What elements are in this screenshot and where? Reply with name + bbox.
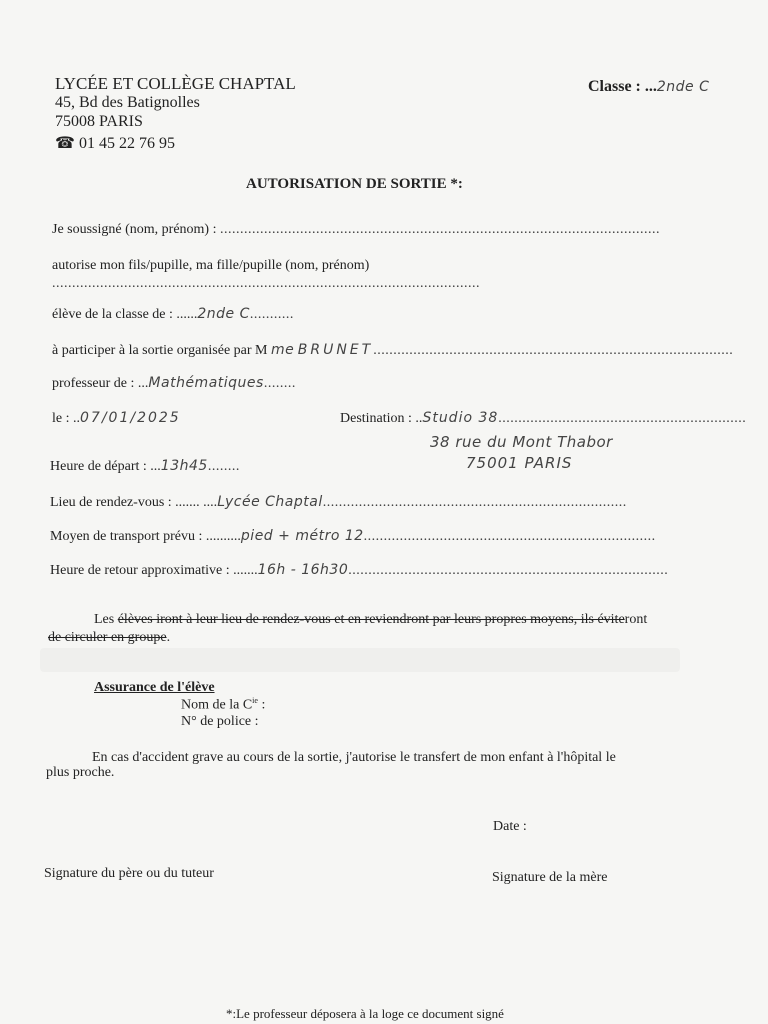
field-soussigne bbox=[52, 222, 660, 238]
footnote: *:Le professeur déposera à la loge ce document signé bbox=[226, 1006, 504, 1021]
professeur-dots: ........ bbox=[263, 376, 296, 391]
destination-address-line2: 75001 PARIS bbox=[466, 454, 573, 472]
signature-father-label: Signature du père ou du tuteur bbox=[44, 866, 214, 881]
notice-struck-text: élèves iront à leur lieu de rendez-vous et en reviendront par leurs propres moyens, ils évite bbox=[117, 612, 625, 627]
professeur-label: professeur de : ... bbox=[52, 376, 149, 391]
transport-value: pied + métro 12 bbox=[240, 528, 364, 544]
school-address-street: 45, Bd des Batignolles bbox=[55, 94, 200, 111]
insurance-company-colon: : bbox=[257, 697, 266, 713]
sortie-mme: me bbox=[270, 342, 295, 358]
notice-prefix: Les bbox=[94, 612, 118, 627]
notice-line-2 bbox=[48, 630, 170, 646]
depart-dots: ........ bbox=[207, 459, 240, 474]
classe-dots: ........... bbox=[249, 307, 294, 322]
scan-smudge bbox=[40, 648, 680, 672]
classe-value: 2nde C bbox=[197, 306, 250, 322]
destination-address-line1: 38 rue du Mont Thabor bbox=[430, 433, 613, 451]
notice-struck-text-2: de circuler en groupe bbox=[48, 630, 167, 645]
sortie-label: à participer à la sortie organisée par M bbox=[52, 343, 268, 358]
autorise-blank: ........................................................................................................... bbox=[52, 276, 480, 291]
depart-label: Heure de départ : ... bbox=[50, 459, 161, 474]
class-field bbox=[588, 78, 709, 96]
insurance-policy-label: N° de police : bbox=[181, 714, 259, 729]
notice-suffix: ront bbox=[624, 612, 648, 627]
accident-line-2: plus proche. bbox=[46, 765, 115, 780]
date-label: Date : bbox=[493, 819, 527, 834]
school-name: LYCÉE ET COLLÈGE CHAPTAL bbox=[55, 74, 296, 93]
field-autorise-label: autorise mon fils/pupille, ma fille/pupille (nom, prénom) bbox=[52, 258, 370, 273]
rdv-value: Lycée Chaptal bbox=[217, 494, 323, 510]
le-label: le : .. bbox=[52, 411, 80, 426]
field-destination bbox=[340, 410, 746, 427]
field-professeur bbox=[52, 375, 296, 392]
field-le bbox=[52, 410, 181, 427]
notice-period: . bbox=[166, 630, 171, 645]
insurance-company-field bbox=[181, 696, 265, 714]
retour-label: Heure de retour approximative : ....... bbox=[50, 563, 258, 578]
classe-label: élève de la classe de : ...... bbox=[52, 307, 198, 322]
notice-line-1 bbox=[94, 612, 647, 628]
field-depart bbox=[50, 458, 240, 475]
depart-value: 13h45 bbox=[160, 458, 208, 474]
signature-mother-label: Signature de la mère bbox=[492, 870, 608, 885]
field-sortie bbox=[52, 342, 733, 359]
insurance-company-sup: ie bbox=[252, 696, 258, 705]
field-classe bbox=[52, 306, 294, 323]
destination-label: Destination : .. bbox=[340, 411, 423, 426]
destination-dots: .............................................................. bbox=[498, 411, 747, 426]
telephone-icon: ☎ bbox=[55, 135, 75, 152]
retour-dots: ................................................................................ bbox=[348, 563, 669, 578]
class-value: 2nde C bbox=[656, 79, 710, 95]
transport-dots: ......................................................................... bbox=[363, 529, 656, 544]
transport-label: Moyen de transport prévu : .......... bbox=[50, 529, 241, 544]
field-transport bbox=[50, 528, 656, 545]
sortie-value: BRUNET bbox=[297, 342, 374, 358]
sortie-dots: .......................................................................................... bbox=[373, 343, 734, 358]
form-title: AUTORISATION DE SORTIE *: bbox=[246, 176, 463, 192]
school-phone bbox=[55, 133, 175, 153]
rdv-dots: ............................................................................ bbox=[322, 495, 627, 510]
class-label: Classe : ... bbox=[588, 78, 657, 95]
phone-number: 01 45 22 76 95 bbox=[78, 135, 175, 152]
destination-value: Studio 38 bbox=[422, 410, 499, 426]
rdv-label: Lieu de rendez-vous : ....... .... bbox=[50, 495, 218, 510]
school-address-city: 75008 PARIS bbox=[55, 113, 143, 130]
retour-value: 16h - 16h30 bbox=[257, 562, 349, 578]
soussigne-blank: .............................................................................................................. bbox=[219, 222, 660, 237]
insurance-company-label: Nom de la C bbox=[181, 697, 253, 713]
accident-line-1: En cas d'accident grave au cours de la sortie, j'autorise le transfert de mon enfant à l'hôpital le bbox=[92, 750, 616, 765]
le-value: 07/01/2025 bbox=[80, 410, 181, 426]
professeur-value: Mathématiques bbox=[148, 375, 264, 391]
assurance-heading: Assurance de l'élève bbox=[94, 680, 215, 695]
field-retour bbox=[50, 562, 668, 579]
soussigne-label: Je soussigné (nom, prénom) : bbox=[52, 222, 220, 237]
field-rdv bbox=[50, 494, 627, 511]
